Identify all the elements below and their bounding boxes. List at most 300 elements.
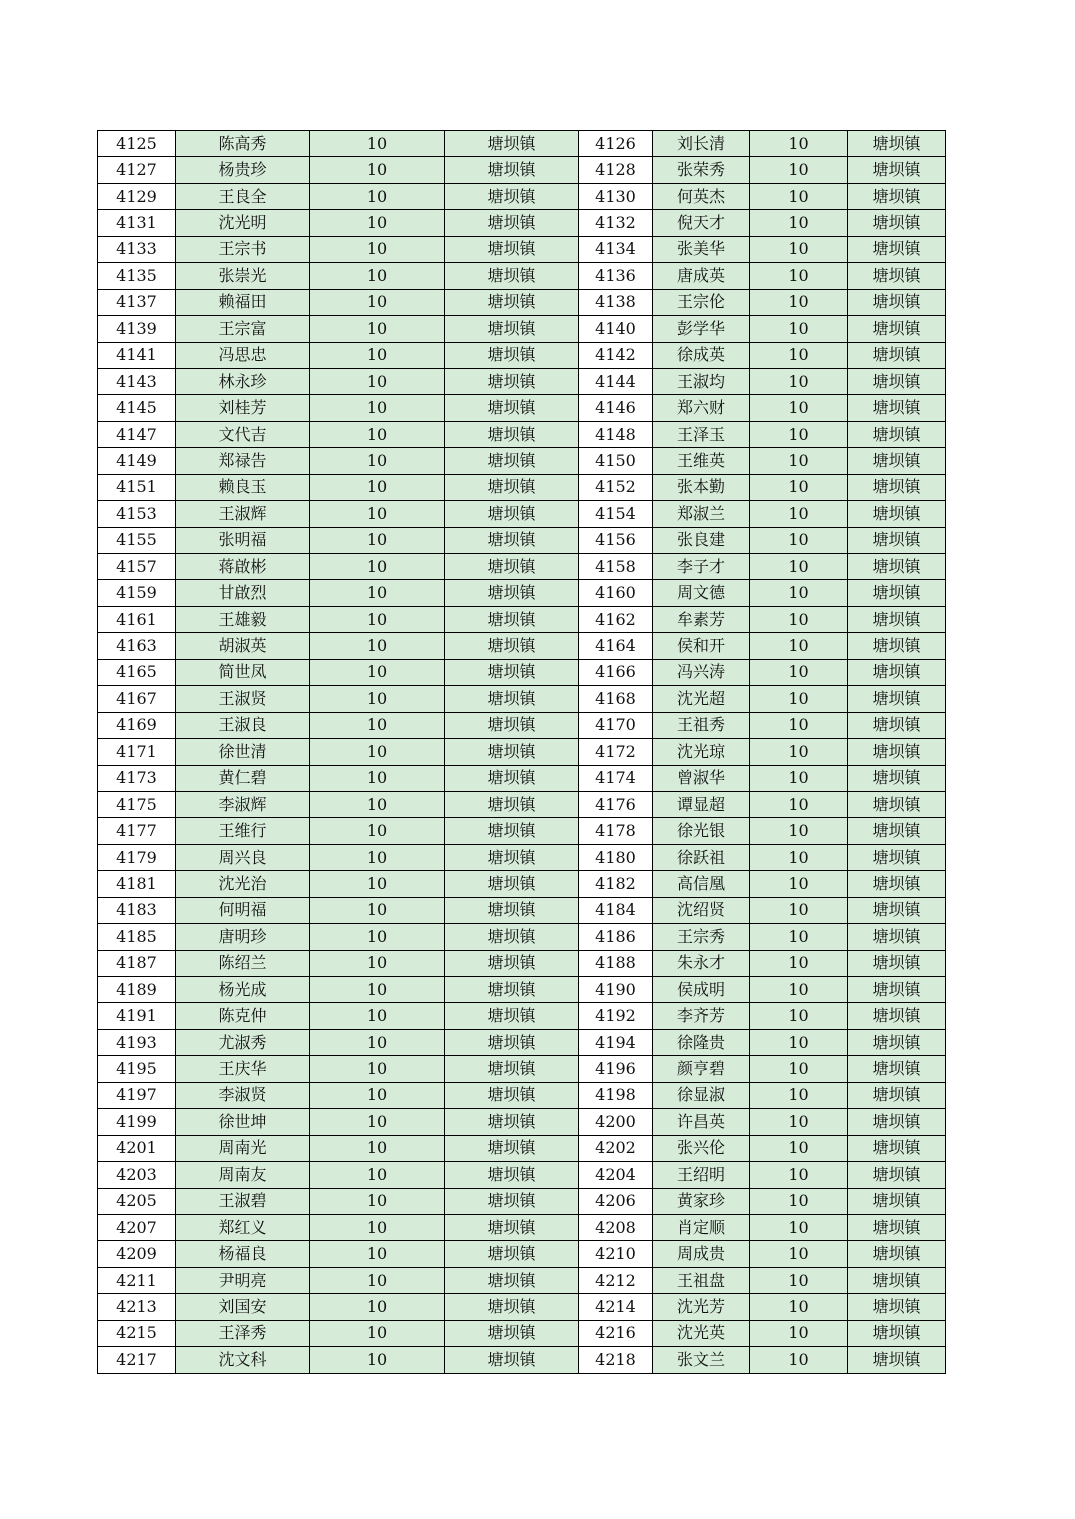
name-cell: 张美华: [653, 236, 750, 262]
table-row: [98, 131, 946, 157]
amount-cell: 10: [750, 1003, 848, 1029]
amount-cell: 10: [310, 368, 445, 394]
table-row: [98, 395, 946, 421]
id-cell: 4178: [579, 818, 653, 844]
amount-cell: 10: [750, 1188, 848, 1214]
name-cell: 张文兰: [653, 1347, 750, 1373]
table-row: [98, 871, 946, 897]
table-row: [98, 1294, 946, 1320]
amount-cell: 10: [310, 686, 445, 712]
id-cell: 4138: [579, 289, 653, 315]
id-cell: 4168: [579, 686, 653, 712]
id-cell: 4159: [98, 580, 176, 606]
id-cell: 4162: [579, 606, 653, 632]
amount-cell: 10: [750, 316, 848, 342]
town-cell: 塘坝镇: [445, 395, 579, 421]
id-cell: 4216: [579, 1320, 653, 1346]
amount-cell: 10: [750, 686, 848, 712]
id-cell: 4169: [98, 712, 176, 738]
id-cell: 4189: [98, 977, 176, 1003]
id-cell: 4188: [579, 950, 653, 976]
amount-cell: 10: [750, 342, 848, 368]
id-cell: 4158: [579, 554, 653, 580]
table-row: [98, 1214, 946, 1240]
town-cell: 塘坝镇: [848, 342, 946, 368]
name-cell: 沈光琼: [653, 739, 750, 765]
amount-cell: 10: [310, 924, 445, 950]
table-row: [98, 924, 946, 950]
id-cell: 4153: [98, 501, 176, 527]
amount-cell: 10: [750, 554, 848, 580]
town-cell: 塘坝镇: [848, 263, 946, 289]
id-cell: 4185: [98, 924, 176, 950]
amount-cell: 10: [310, 448, 445, 474]
id-cell: 4145: [98, 395, 176, 421]
town-cell: 塘坝镇: [848, 791, 946, 817]
town-cell: 塘坝镇: [848, 131, 946, 157]
amount-cell: 10: [310, 818, 445, 844]
name-cell: 张明福: [176, 527, 310, 553]
town-cell: 塘坝镇: [445, 950, 579, 976]
town-cell: 塘坝镇: [445, 924, 579, 950]
town-cell: 塘坝镇: [848, 1214, 946, 1240]
town-cell: 塘坝镇: [848, 1294, 946, 1320]
town-cell: 塘坝镇: [445, 554, 579, 580]
amount-cell: 10: [750, 448, 848, 474]
town-cell: 塘坝镇: [848, 1162, 946, 1188]
amount-cell: 10: [750, 131, 848, 157]
table-row: [98, 342, 946, 368]
name-cell: 黄家珍: [653, 1188, 750, 1214]
amount-cell: 10: [750, 183, 848, 209]
amount-cell: 10: [750, 368, 848, 394]
town-cell: 塘坝镇: [445, 791, 579, 817]
town-cell: 塘坝镇: [848, 474, 946, 500]
town-cell: 塘坝镇: [445, 474, 579, 500]
amount-cell: 10: [310, 1029, 445, 1055]
town-cell: 塘坝镇: [848, 395, 946, 421]
town-cell: 塘坝镇: [445, 977, 579, 1003]
amount-cell: 10: [310, 1082, 445, 1108]
name-cell: 唐明珍: [176, 924, 310, 950]
name-cell: 蒋啟彬: [176, 554, 310, 580]
name-cell: 徐显淑: [653, 1082, 750, 1108]
amount-cell: 10: [750, 950, 848, 976]
table-row: [98, 686, 946, 712]
amount-cell: 10: [750, 606, 848, 632]
name-cell: 刘国安: [176, 1294, 310, 1320]
id-cell: 4218: [579, 1347, 653, 1373]
table-row: [98, 712, 946, 738]
name-cell: 简世凤: [176, 659, 310, 685]
id-cell: 4191: [98, 1003, 176, 1029]
name-cell: 沈光芳: [653, 1294, 750, 1320]
town-cell: 塘坝镇: [848, 1029, 946, 1055]
town-cell: 塘坝镇: [848, 897, 946, 923]
name-cell: 高信凰: [653, 871, 750, 897]
town-cell: 塘坝镇: [848, 633, 946, 659]
amount-cell: 10: [750, 1082, 848, 1108]
amount-cell: 10: [310, 765, 445, 791]
amount-cell: 10: [750, 659, 848, 685]
name-cell: 杨福良: [176, 1241, 310, 1267]
amount-cell: 10: [750, 818, 848, 844]
town-cell: 塘坝镇: [848, 554, 946, 580]
amount-cell: 10: [750, 1135, 848, 1161]
name-cell: 郑六财: [653, 395, 750, 421]
name-cell: 赖良玉: [176, 474, 310, 500]
town-cell: 塘坝镇: [848, 448, 946, 474]
amount-cell: 10: [310, 157, 445, 183]
id-cell: 4139: [98, 316, 176, 342]
id-cell: 4163: [98, 633, 176, 659]
id-cell: 4207: [98, 1214, 176, 1240]
name-cell: 倪天才: [653, 210, 750, 236]
town-cell: 塘坝镇: [445, 606, 579, 632]
table-row: [98, 1082, 946, 1108]
name-cell: 杨光成: [176, 977, 310, 1003]
town-cell: 塘坝镇: [445, 157, 579, 183]
amount-cell: 10: [310, 342, 445, 368]
name-cell: 张兴伦: [653, 1135, 750, 1161]
town-cell: 塘坝镇: [445, 342, 579, 368]
town-cell: 塘坝镇: [848, 1135, 946, 1161]
name-cell: 陈克仲: [176, 1003, 310, 1029]
name-cell: 张良建: [653, 527, 750, 553]
name-cell: 牟素芳: [653, 606, 750, 632]
name-cell: 李淑辉: [176, 791, 310, 817]
town-cell: 塘坝镇: [445, 633, 579, 659]
table-row: [98, 1162, 946, 1188]
id-cell: 4195: [98, 1056, 176, 1082]
name-cell: 李齐芳: [653, 1003, 750, 1029]
town-cell: 塘坝镇: [848, 1056, 946, 1082]
town-cell: 塘坝镇: [445, 236, 579, 262]
table-row: [98, 844, 946, 870]
town-cell: 塘坝镇: [848, 1109, 946, 1135]
town-cell: 塘坝镇: [848, 606, 946, 632]
id-cell: 4181: [98, 871, 176, 897]
id-cell: 4147: [98, 421, 176, 447]
table-row: [98, 210, 946, 236]
town-cell: 塘坝镇: [848, 950, 946, 976]
name-cell: 郑红义: [176, 1214, 310, 1240]
id-cell: 4196: [579, 1056, 653, 1082]
name-cell: 郑淑兰: [653, 501, 750, 527]
name-cell: 王淑均: [653, 368, 750, 394]
town-cell: 塘坝镇: [445, 501, 579, 527]
town-cell: 塘坝镇: [848, 316, 946, 342]
name-cell: 杨贵珍: [176, 157, 310, 183]
id-cell: 4157: [98, 554, 176, 580]
amount-cell: 10: [750, 210, 848, 236]
id-cell: 4198: [579, 1082, 653, 1108]
amount-cell: 10: [310, 1320, 445, 1346]
name-cell: 颜亨碧: [653, 1056, 750, 1082]
town-cell: 塘坝镇: [848, 210, 946, 236]
town-cell: 塘坝镇: [445, 765, 579, 791]
name-cell: 沈光明: [176, 210, 310, 236]
table-row: [98, 580, 946, 606]
id-cell: 4171: [98, 739, 176, 765]
id-cell: 4140: [579, 316, 653, 342]
name-cell: 曾淑华: [653, 765, 750, 791]
name-cell: 沈光治: [176, 871, 310, 897]
id-cell: 4127: [98, 157, 176, 183]
amount-cell: 10: [310, 1162, 445, 1188]
name-cell: 王维行: [176, 818, 310, 844]
id-cell: 4156: [579, 527, 653, 553]
id-cell: 4133: [98, 236, 176, 262]
town-cell: 塘坝镇: [445, 289, 579, 315]
amount-cell: 10: [750, 1162, 848, 1188]
amount-cell: 10: [310, 1135, 445, 1161]
town-cell: 塘坝镇: [848, 289, 946, 315]
id-cell: 4180: [579, 844, 653, 870]
table-row: [98, 157, 946, 183]
id-cell: 4190: [579, 977, 653, 1003]
amount-cell: 10: [750, 712, 848, 738]
name-cell: 尤淑秀: [176, 1029, 310, 1055]
town-cell: 塘坝镇: [848, 844, 946, 870]
id-cell: 4128: [579, 157, 653, 183]
id-cell: 4200: [579, 1109, 653, 1135]
town-cell: 塘坝镇: [848, 712, 946, 738]
amount-cell: 10: [310, 844, 445, 870]
town-cell: 塘坝镇: [848, 818, 946, 844]
town-cell: 塘坝镇: [445, 897, 579, 923]
amount-cell: 10: [310, 871, 445, 897]
id-cell: 4213: [98, 1294, 176, 1320]
table-row: [98, 474, 946, 500]
id-cell: 4135: [98, 263, 176, 289]
table-row: [98, 183, 946, 209]
id-cell: 4134: [579, 236, 653, 262]
table-row: [98, 236, 946, 262]
town-cell: 塘坝镇: [445, 263, 579, 289]
table-row: [98, 1109, 946, 1135]
id-cell: 4161: [98, 606, 176, 632]
town-cell: 塘坝镇: [848, 1188, 946, 1214]
amount-cell: 10: [310, 236, 445, 262]
name-cell: 唐成英: [653, 263, 750, 289]
name-cell: 周文德: [653, 580, 750, 606]
id-cell: 4184: [579, 897, 653, 923]
name-cell: 徐光银: [653, 818, 750, 844]
amount-cell: 10: [750, 527, 848, 553]
id-cell: 4126: [579, 131, 653, 157]
id-cell: 4183: [98, 897, 176, 923]
town-cell: 塘坝镇: [445, 1162, 579, 1188]
name-cell: 文代吉: [176, 421, 310, 447]
name-cell: 张荣秀: [653, 157, 750, 183]
town-cell: 塘坝镇: [445, 527, 579, 553]
id-cell: 4202: [579, 1135, 653, 1161]
name-cell: 周兴良: [176, 844, 310, 870]
name-cell: 沈绍贤: [653, 897, 750, 923]
town-cell: 塘坝镇: [445, 421, 579, 447]
town-cell: 塘坝镇: [848, 368, 946, 394]
amount-cell: 10: [750, 157, 848, 183]
id-cell: 4148: [579, 421, 653, 447]
amount-cell: 10: [310, 633, 445, 659]
name-cell: 许昌英: [653, 1109, 750, 1135]
amount-cell: 10: [310, 421, 445, 447]
amount-cell: 10: [310, 289, 445, 315]
id-cell: 4177: [98, 818, 176, 844]
town-cell: 塘坝镇: [848, 924, 946, 950]
amount-cell: 10: [750, 897, 848, 923]
table-row: [98, 368, 946, 394]
table-row: [98, 527, 946, 553]
town-cell: 塘坝镇: [445, 1135, 579, 1161]
town-cell: 塘坝镇: [848, 527, 946, 553]
id-cell: 4203: [98, 1162, 176, 1188]
name-cell: 郑禄告: [176, 448, 310, 474]
table-row: [98, 289, 946, 315]
name-cell: 周南友: [176, 1162, 310, 1188]
table-row: [98, 791, 946, 817]
name-cell: 徐隆贵: [653, 1029, 750, 1055]
amount-cell: 10: [750, 1056, 848, 1082]
amount-cell: 10: [310, 1241, 445, 1267]
id-cell: 4201: [98, 1135, 176, 1161]
town-cell: 塘坝镇: [445, 1214, 579, 1240]
name-cell: 王淑碧: [176, 1188, 310, 1214]
table-row: [98, 448, 946, 474]
name-cell: 沈文科: [176, 1347, 310, 1373]
town-cell: 塘坝镇: [848, 1267, 946, 1293]
town-cell: 塘坝镇: [445, 183, 579, 209]
amount-cell: 10: [750, 791, 848, 817]
name-cell: 黄仁碧: [176, 765, 310, 791]
town-cell: 塘坝镇: [445, 818, 579, 844]
table-row: [98, 1135, 946, 1161]
table-row: [98, 1003, 946, 1029]
name-cell: 侯成明: [653, 977, 750, 1003]
amount-cell: 10: [310, 554, 445, 580]
name-cell: 王祖盘: [653, 1267, 750, 1293]
id-cell: 4215: [98, 1320, 176, 1346]
id-cell: 4150: [579, 448, 653, 474]
amount-cell: 10: [750, 924, 848, 950]
town-cell: 塘坝镇: [848, 183, 946, 209]
name-cell: 侯和开: [653, 633, 750, 659]
town-cell: 塘坝镇: [445, 739, 579, 765]
name-cell: 周成贵: [653, 1241, 750, 1267]
amount-cell: 10: [310, 580, 445, 606]
amount-cell: 10: [750, 1241, 848, 1267]
amount-cell: 10: [750, 977, 848, 1003]
id-cell: 4136: [579, 263, 653, 289]
town-cell: 塘坝镇: [848, 659, 946, 685]
amount-cell: 10: [310, 1267, 445, 1293]
town-cell: 塘坝镇: [848, 1320, 946, 1346]
table-row: [98, 1029, 946, 1055]
amount-cell: 10: [750, 844, 848, 870]
town-cell: 塘坝镇: [445, 659, 579, 685]
id-cell: 4208: [579, 1214, 653, 1240]
town-cell: 塘坝镇: [848, 871, 946, 897]
table-row: [98, 1347, 946, 1373]
id-cell: 4211: [98, 1267, 176, 1293]
town-cell: 塘坝镇: [848, 1347, 946, 1373]
id-cell: 4204: [579, 1162, 653, 1188]
amount-cell: 10: [310, 791, 445, 817]
table-row: [98, 659, 946, 685]
table-row: [98, 950, 946, 976]
amount-cell: 10: [310, 1056, 445, 1082]
id-cell: 4164: [579, 633, 653, 659]
id-cell: 4199: [98, 1109, 176, 1135]
town-cell: 塘坝镇: [445, 1109, 579, 1135]
table-row: [98, 897, 946, 923]
name-cell: 王宗秀: [653, 924, 750, 950]
id-cell: 4217: [98, 1347, 176, 1373]
id-cell: 4210: [579, 1241, 653, 1267]
amount-cell: 10: [310, 1109, 445, 1135]
table-row: [98, 818, 946, 844]
name-cell: 冯兴涛: [653, 659, 750, 685]
id-cell: 4182: [579, 871, 653, 897]
id-cell: 4175: [98, 791, 176, 817]
id-cell: 4174: [579, 765, 653, 791]
amount-cell: 10: [750, 871, 848, 897]
name-cell: 刘桂芳: [176, 395, 310, 421]
town-cell: 塘坝镇: [445, 1294, 579, 1320]
town-cell: 塘坝镇: [848, 236, 946, 262]
town-cell: 塘坝镇: [848, 739, 946, 765]
amount-cell: 10: [750, 421, 848, 447]
name-cell: 李子才: [653, 554, 750, 580]
town-cell: 塘坝镇: [445, 316, 579, 342]
id-cell: 4144: [579, 368, 653, 394]
name-cell: 王淑贤: [176, 686, 310, 712]
amount-cell: 10: [310, 739, 445, 765]
name-cell: 周南光: [176, 1135, 310, 1161]
id-cell: 4155: [98, 527, 176, 553]
table-row: [98, 554, 946, 580]
table-row: [98, 1320, 946, 1346]
town-cell: 塘坝镇: [445, 1003, 579, 1029]
id-cell: 4209: [98, 1241, 176, 1267]
town-cell: 塘坝镇: [848, 686, 946, 712]
amount-cell: 10: [750, 1347, 848, 1373]
amount-cell: 10: [310, 897, 445, 923]
name-cell: 李淑贤: [176, 1082, 310, 1108]
town-cell: 塘坝镇: [445, 1347, 579, 1373]
amount-cell: 10: [750, 1029, 848, 1055]
id-cell: 4197: [98, 1082, 176, 1108]
amount-cell: 10: [750, 263, 848, 289]
table-row: [98, 501, 946, 527]
town-cell: 塘坝镇: [848, 765, 946, 791]
id-cell: 4173: [98, 765, 176, 791]
amount-cell: 10: [310, 210, 445, 236]
name-cell: 王泽秀: [176, 1320, 310, 1346]
id-cell: 4130: [579, 183, 653, 209]
table-row: [98, 1267, 946, 1293]
id-cell: 4179: [98, 844, 176, 870]
roster-table: [97, 130, 946, 1374]
amount-cell: 10: [750, 1267, 848, 1293]
name-cell: 王宗伦: [653, 289, 750, 315]
name-cell: 陈绍兰: [176, 950, 310, 976]
table-row: [98, 977, 946, 1003]
name-cell: 王祖秀: [653, 712, 750, 738]
amount-cell: 10: [310, 977, 445, 1003]
name-cell: 赖福田: [176, 289, 310, 315]
